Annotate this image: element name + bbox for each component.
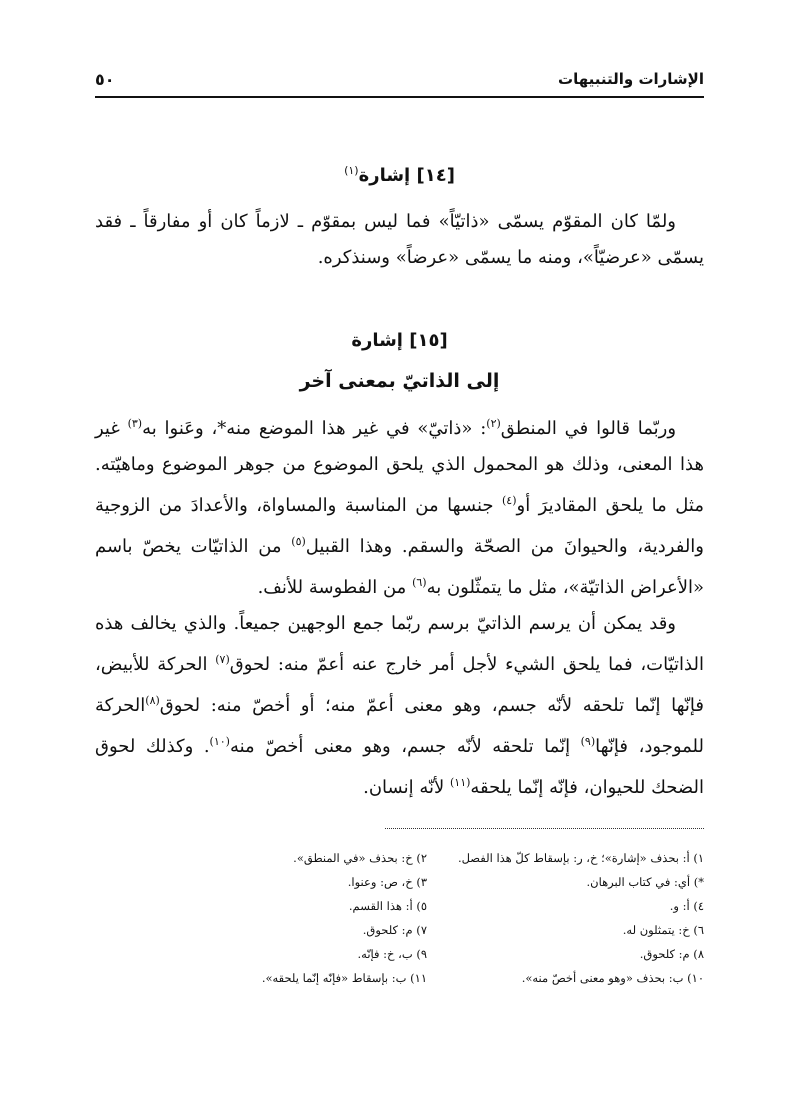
- footnote-ref: (٥): [291, 535, 306, 548]
- page-number: ٥٠: [95, 69, 115, 89]
- running-header: [95, 62, 704, 98]
- footnote-item: ٣) خ، ص: وعنوا.: [347, 875, 427, 889]
- text-run: وربّما قالوا في المنطق: [500, 418, 677, 439]
- footnote-separator: [385, 828, 704, 829]
- footnote-item: ٩) ب، خ: فإنّه.: [357, 947, 427, 961]
- section-14-paragraph: ولمّا كان المقوّم يسمّى «ذاتيّاً» فما ليس بمقوّم ـ لازماً كان أو مفارقاً ـ فقد يسمّى «عرضيّاً»، ومنه ما يسمّى «عرضاً» وسنذكره.: [95, 211, 704, 268]
- section-15-paragraph-2: [95, 606, 704, 806]
- footnote-item: ٤) أ: و.: [669, 899, 704, 913]
- footnote-item: ١١) ب: بإسقاط «فإنّه إنّما يلحقه».: [261, 971, 427, 985]
- text-run: وقد يمكن أن يرسم الذاتيّ برسم ربّما جمع الوجهين جميعاً. والذي يخالف هذه الذاتيّات، فما يلحق الشيء لأجل أمر خارج عنه أعمّ منه: لحوق: [95, 613, 704, 675]
- section-14-heading-text: [١٤] إشارة: [358, 165, 455, 186]
- footnote-ref: (١٠): [209, 735, 230, 748]
- text-run: إنّما تلحقه لأنّه جسم، وهو معنى أخصّ منه: [229, 736, 581, 757]
- text-run: . وكذلك لحوق الضحك للحيوان، فإنّه إنّما يلحقه: [95, 736, 704, 798]
- footnote-item: ١) أ: بحذف «إشارة»؛ خ، ر: بإسقاط كلّ هذا الفصل.: [457, 851, 704, 865]
- text-run: لأنّه إنسان.: [363, 777, 450, 798]
- text-run: من الذاتيّات يخصّ باسم «الأعراض الذاتيّة»، مثل ما يتمثّلون به: [95, 536, 704, 598]
- text-run: غير هذا المعنى، وذلك هو المحمول الذي يلحق الموضوع من جوهر الموضوع وماهيّته. مثل ما يلحق المقاديرَ أو: [95, 418, 704, 516]
- footnote-item: ١٠) ب: بحذف «وهو معنى أخصّ منه».: [521, 971, 704, 985]
- footnote-item: *) أي: في كتاب البرهان.: [586, 875, 704, 889]
- section-15-heading: [١٥] إشارة: [351, 330, 448, 351]
- footnote-ref: (٣): [127, 417, 143, 430]
- footnote-ref: (١١): [449, 776, 471, 789]
- footnote-item: ٧) م: كلحوق.: [362, 923, 427, 937]
- footnote-ref: (٤): [501, 494, 517, 507]
- footnote-ref: (٢): [486, 417, 501, 430]
- book-title: الإشارات والتنبيهات: [558, 70, 704, 88]
- section-15-subheading: إلى الذاتيّ بمعنى آخر: [299, 370, 500, 392]
- section-15-body: [95, 406, 704, 806]
- footnotes: [180, 848, 704, 989]
- text-run: من الفطوسة للأنف.: [257, 577, 413, 598]
- section-15-paragraph-1: [95, 406, 704, 606]
- text-run: جنسها من المناسبة والمساواة، والأعدادَ من الزوجية والفردية، والحيوانَ من الصحّة والسقم. وهذا القبيل: [95, 495, 705, 557]
- footnote-ref: (٩): [580, 735, 596, 748]
- section-14-heading: [95, 164, 704, 186]
- section-14-body: [95, 204, 704, 276]
- footnote-ref: (٧): [215, 653, 230, 666]
- text-run: الحركة للأبيض، فإنّها إنّما تلحقه لأنّه جسم، وهو معنى أعمّ منه؛ أو أخصّ منه: لحوق: [95, 654, 704, 716]
- footnote-item: ٨) م: كلحوق.: [639, 947, 704, 961]
- text-run: الحركة للموجود، فإنّها: [95, 695, 704, 757]
- footnote-ref-1: (١): [344, 164, 359, 177]
- footnote-item: ٦) خ: يتمثلون له.: [622, 923, 704, 937]
- footnote-item: ٥) أ: هذا القسم.: [348, 899, 427, 913]
- text-run: : «ذاتيّ» في غير هذا الموضع منه*، وعَنوا به: [142, 418, 487, 439]
- footnote-item: ٢) خ: بحذف «في المنطق».: [293, 851, 427, 865]
- footnote-ref: (٨): [145, 694, 160, 707]
- footnote-ref: (٦): [412, 576, 427, 589]
